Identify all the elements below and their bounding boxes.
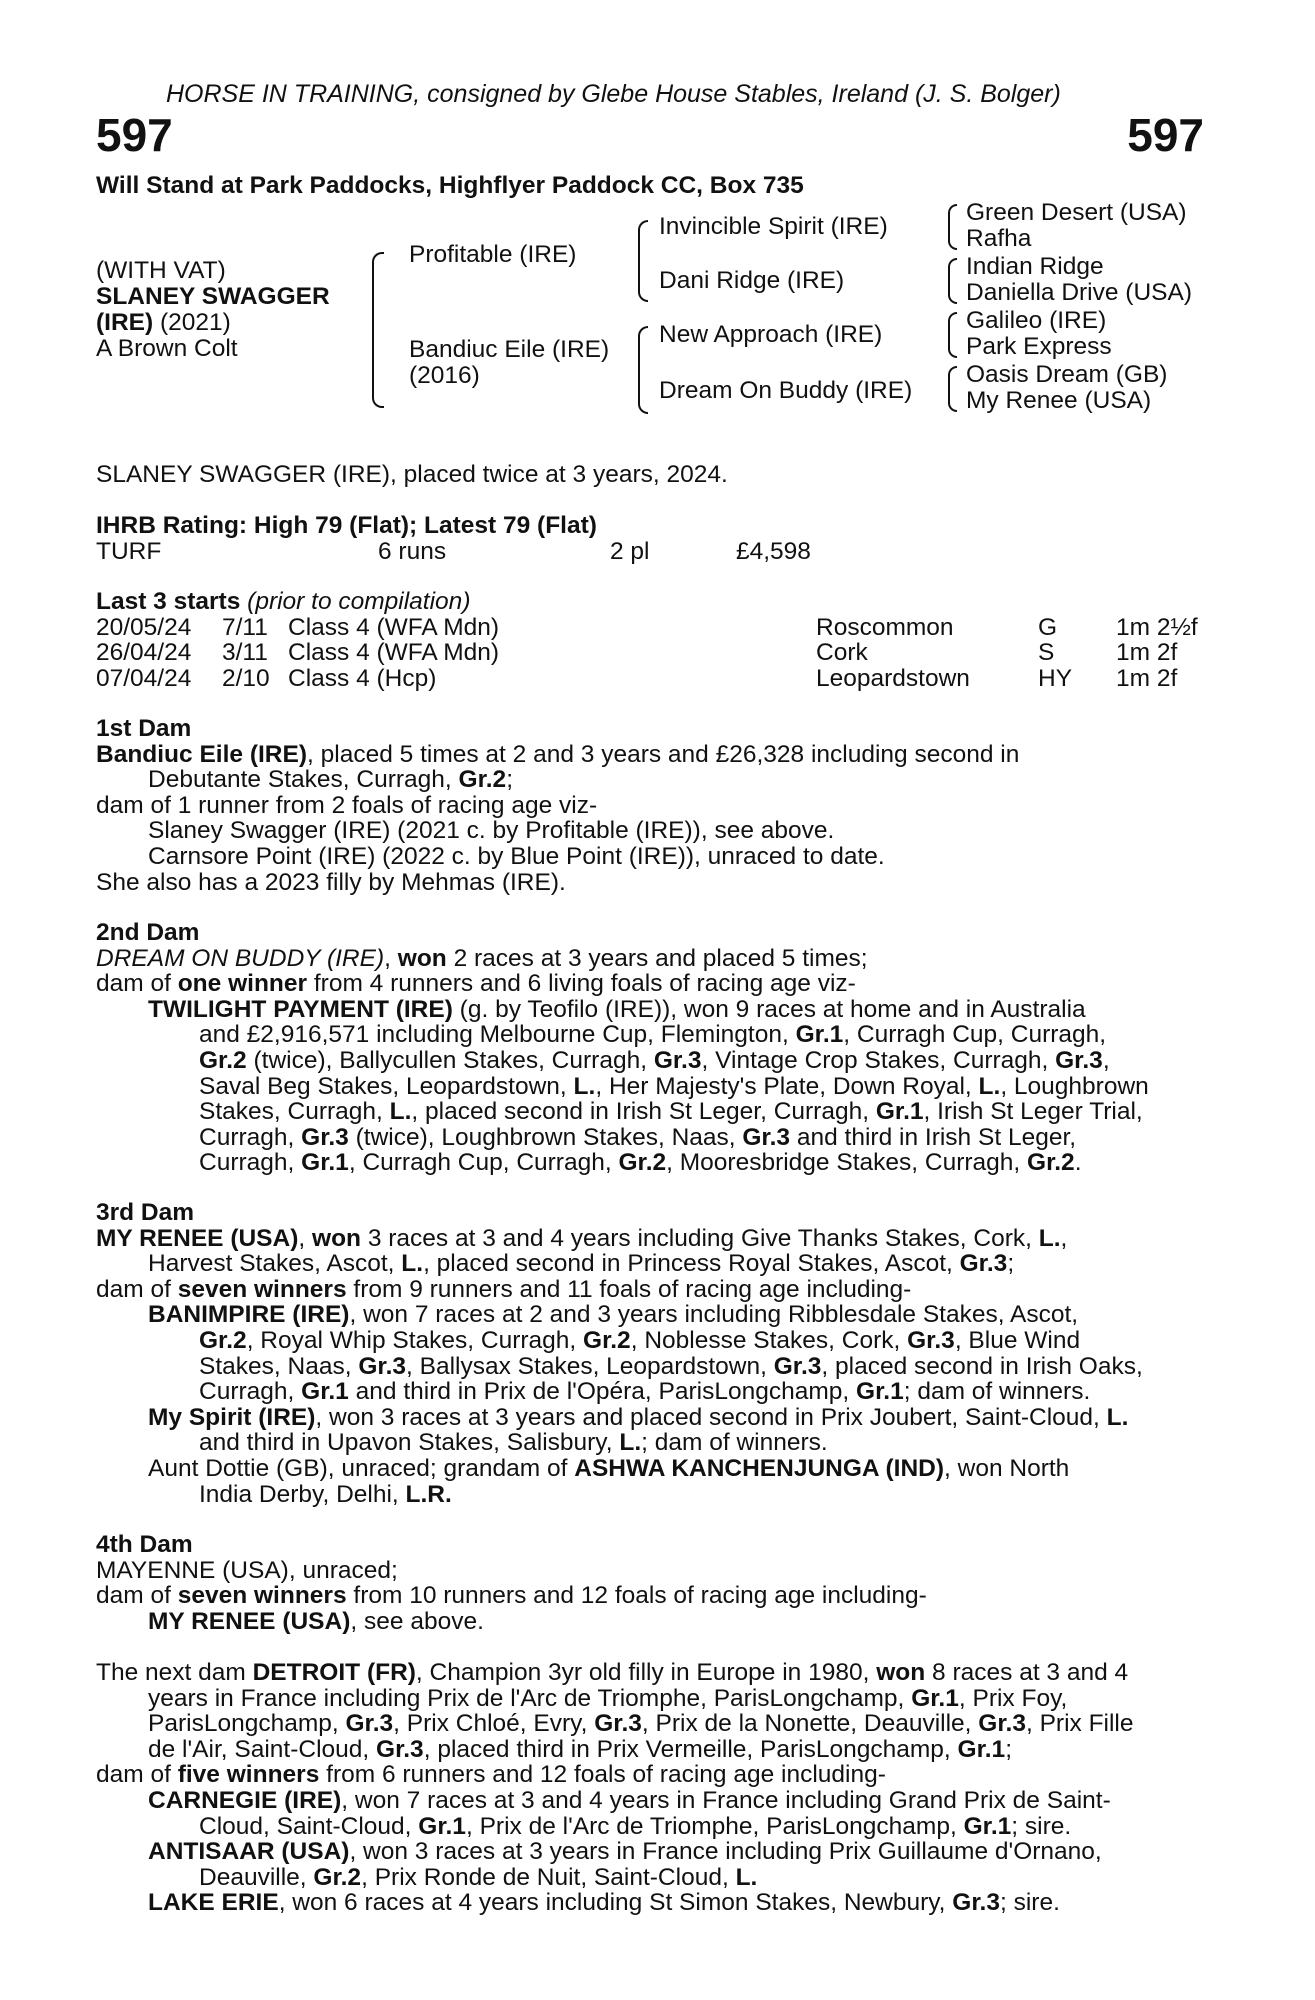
next-dam-line: [96, 1660, 1204, 1686]
start-course: Cork: [816, 639, 868, 667]
start-course: Roscommon: [816, 613, 954, 641]
start-position: 2/10: [222, 664, 270, 692]
fourth-dam-line: [96, 1583, 1204, 1609]
grade-label: Gr.2: [583, 1326, 631, 1354]
progeny-name: My Spirit (IRE): [148, 1403, 316, 1431]
next-dam-text: , Prix de la Nonette, Deauville,: [641, 1710, 979, 1738]
pedigree-brace: [948, 366, 957, 412]
next-dam-line: [96, 1686, 1204, 1712]
start-going: G: [1038, 613, 1058, 641]
grade-label: Gr.3: [653, 1046, 702, 1074]
progeny-text: , placed second in Irish Oaks,: [821, 1352, 1143, 1380]
standing-location: Will Stand at Park Paddocks, Highflyer Paddock CC, Box 735: [96, 172, 804, 199]
first-dam-line: [96, 767, 1204, 793]
start-going: S: [1038, 639, 1055, 667]
second-dam-line: [96, 971, 1204, 997]
progeny-text: Aunt Dottie (GB), unraced; grandam of: [148, 1454, 575, 1482]
grade-label: Gr.3: [978, 1710, 1026, 1738]
progeny-line: [96, 1022, 1204, 1048]
progeny-line: [96, 1150, 1204, 1176]
progeny-text: (g. by Teofilo (IRE)), won 9 races at home and in Australia: [452, 995, 1086, 1023]
next-dam-line: [96, 1737, 1204, 1763]
grade-label: Gr.3: [345, 1710, 394, 1738]
grade-label: Gr.1: [963, 1812, 1012, 1840]
progeny-text: , Irish St Leger Trial,: [923, 1098, 1143, 1126]
progeny-name: TWILIGHT PAYMENT (IRE): [148, 995, 453, 1023]
rating-earnings: £4,598: [736, 537, 811, 565]
second-dam-line: DREAM ON BUDDY (IRE), won 2 races at 3 years and placed 5 times;: [96, 944, 868, 972]
last-starts-title: Last 3 starts: [96, 588, 241, 615]
start-race: Class 4 (Hcp): [288, 664, 437, 692]
progeny-name: LAKE ERIE: [148, 1889, 279, 1917]
pedigree-brace: [948, 258, 957, 304]
won-label: won: [312, 1224, 362, 1252]
third-dam-text: Harvest Stakes, Ascot,: [148, 1250, 402, 1278]
grade-label: L.: [389, 1098, 412, 1126]
rating-placed: 2 pl: [610, 537, 650, 565]
start-date: 20/05/24: [96, 613, 192, 641]
next-dam-text: 8 races at 3 and 4: [925, 1659, 1129, 1686]
first-dam-line: Slaney Swagger (IRE) (2021 c. by Profitable (IRE)), see above.: [148, 817, 835, 845]
second-dam-text: 2 races at 3 years and placed 5 times;: [446, 944, 868, 972]
last-starts-note: (prior to compilation): [247, 588, 471, 615]
next-dam-text: , Prix Chloé, Evry,: [393, 1710, 595, 1738]
grade-label: Gr.1: [418, 1812, 466, 1840]
next-dam-text: ;: [1005, 1735, 1013, 1763]
start-position: 7/11: [222, 613, 268, 641]
winner-count: five winners: [177, 1761, 320, 1789]
progeny-text: Stakes, Naas,: [199, 1352, 359, 1380]
second-dam-heading: 2nd Dam: [96, 919, 200, 946]
progeny-text: ; dam of winners.: [903, 1378, 1091, 1406]
progeny-text: and third in Upavon Stakes, Salisbury,: [199, 1429, 620, 1457]
progeny-text: (twice), Ballycullen Stakes, Curragh,: [246, 1046, 654, 1074]
third-dam-text: dam of: [96, 1275, 178, 1303]
next-dam-section: [96, 1660, 1204, 1916]
dam-dam: Dream On Buddy (IRE): [659, 377, 913, 404]
progeny-text: , Mooresbridge Stakes, Curragh,: [666, 1149, 1028, 1177]
next-dam-text: de l'Air, Saint-Cloud,: [148, 1735, 377, 1763]
grade-label: L.: [619, 1429, 642, 1457]
progeny-line: [96, 1814, 1204, 1840]
ancestor-4: Daniella Drive (USA): [966, 279, 1193, 306]
lot-number-left: 597: [96, 109, 173, 161]
grade-label: Gr.1: [856, 1378, 904, 1406]
progeny-line: [96, 1430, 1204, 1456]
start-race: Class 4 (WFA Mdn): [288, 639, 500, 667]
last-starts-heading: [96, 589, 1204, 615]
rating-heading: IHRB Rating: High 79 (Flat); Latest 79 (Flat): [96, 512, 597, 539]
first-dam-name: Bandiuc Eile (IRE): [96, 740, 308, 768]
progeny-line: [96, 1048, 1204, 1074]
pedigree-brace: [638, 326, 648, 414]
first-dam-text: Debutante Stakes, Curragh,: [148, 766, 459, 794]
ancestor-5: Galileo (IRE): [966, 307, 1107, 334]
start-going: HY: [1038, 664, 1073, 692]
progeny-text: and third in Prix de l'Opéra, ParisLongchamp,: [348, 1378, 857, 1406]
third-dam-section: [96, 1200, 1204, 1507]
progeny-line: [96, 1890, 1204, 1916]
start-row: [96, 615, 1204, 641]
progeny-text: , placed second in Irish St Leger, Curragh,: [411, 1098, 876, 1126]
grade-label: Gr.1: [911, 1684, 959, 1712]
progeny-text: Cloud, Saint-Cloud,: [199, 1812, 419, 1840]
progeny-text: Saval Beg Stakes, Leopardstown,: [199, 1072, 574, 1100]
next-dam-text: dam of: [96, 1761, 178, 1789]
progeny-text: ; sire.: [1011, 1812, 1072, 1840]
progeny-text: Stakes, Curragh,: [199, 1098, 390, 1126]
progeny-line: [96, 1456, 1204, 1482]
grade-label: L.: [573, 1072, 596, 1100]
fourth-dam-line: MAYENNE (USA), unraced;: [96, 1556, 398, 1584]
lot-number-right: 597: [1127, 109, 1204, 161]
progeny-text: , won 3 races at 3 years and placed second in Prix Joubert, Saint-Cloud,: [315, 1403, 1107, 1431]
progeny-text: , Her Majesty's Plate, Down Royal,: [595, 1072, 979, 1100]
fourth-dam-section: [96, 1532, 1204, 1634]
race-summary: SLANEY SWAGGER (IRE), placed twice at 3 years, 2024.: [96, 461, 728, 488]
progeny-text: Curragh,: [199, 1149, 302, 1177]
third-dam-text: from 9 runners and 11 foals of racing age including-: [346, 1275, 912, 1303]
first-dam-section: [96, 716, 1204, 895]
start-distance: 1m 2f: [1116, 664, 1178, 692]
pedigree-brace: [638, 220, 648, 302]
grade-label: Gr.2: [199, 1326, 247, 1354]
progeny-text: ; sire.: [999, 1889, 1060, 1917]
progeny-line: [96, 1482, 1204, 1508]
pedigree-table: [96, 200, 1204, 420]
horse-name: [96, 284, 330, 310]
progeny-line: [96, 1125, 1204, 1151]
fourth-dam-text: dam of: [96, 1582, 178, 1610]
grade-label: Gr.1: [875, 1098, 924, 1126]
progeny-text: , Curragh Cup, Curragh,: [843, 1021, 1107, 1049]
ancestor-6: Park Express: [966, 333, 1112, 360]
progeny-text: , won 7 races at 3 and 4 years in France including Grand Prix de Saint-: [341, 1786, 1111, 1814]
start-date: 26/04/24: [96, 639, 192, 667]
third-dam-text: ;: [1007, 1250, 1015, 1278]
dam-sire: New Approach (IRE): [659, 321, 883, 348]
grade-label: Gr.3: [959, 1250, 1008, 1278]
grade-label: Gr.1: [301, 1149, 349, 1177]
progeny-line: [96, 1302, 1204, 1328]
first-dam-line: She also has a 2023 filly by Mehmas (IRE).: [96, 868, 566, 896]
grade-label: Gr.3: [594, 1710, 642, 1738]
grade-label: L.R.: [405, 1480, 452, 1508]
grade-label: Gr.3: [952, 1889, 1000, 1917]
first-dam-line: [96, 742, 1204, 768]
catalogue-page: [96, 0, 1204, 2000]
first-dam-line: dam of 1 runner from 2 foals of racing age viz-: [96, 791, 598, 819]
second-dam-text: dam of: [96, 970, 178, 998]
progeny-name: MY RENEE (USA): [148, 1607, 351, 1635]
next-dam-line: [96, 1711, 1204, 1737]
third-dam-heading: 3rd Dam: [96, 1199, 195, 1226]
start-position: 3/11: [222, 639, 268, 667]
grade-label: Gr.3: [1055, 1046, 1103, 1074]
horse-description: A Brown Colt: [96, 335, 238, 362]
pedigree-brace: [948, 312, 957, 358]
grade-label: Gr.2: [199, 1046, 247, 1074]
progeny-text: ,: [1102, 1046, 1110, 1074]
progeny-line: [96, 997, 1204, 1023]
third-dam-text: , placed second in Princess Royal Stakes, Ascot,: [423, 1250, 960, 1278]
winner-count: seven winners: [177, 1582, 347, 1610]
progeny-name: ASHWA KANCHENJUNGA (IND): [574, 1454, 945, 1482]
progeny-text: , Royal Whip Stakes, Curragh,: [246, 1326, 584, 1354]
grade-label: Gr.3: [907, 1326, 955, 1354]
grade-label: L.: [401, 1250, 424, 1278]
won-label: won: [397, 944, 447, 972]
next-dam-name: DETROIT (FR): [252, 1659, 416, 1686]
start-race: Class 4 (WFA Mdn): [288, 613, 500, 641]
grade-label: Gr.3: [358, 1352, 407, 1380]
progeny-name: CARNEGIE (IRE): [148, 1786, 342, 1814]
progeny-text: Curragh,: [199, 1378, 302, 1406]
grade-label: L.: [1038, 1224, 1061, 1252]
progeny-line: [96, 1354, 1204, 1380]
first-dam-text: ;: [506, 766, 514, 794]
grade-label: Gr.2: [1027, 1149, 1075, 1177]
consignment-line: HORSE IN TRAINING, consigned by Glebe House Stables, Ireland (J. S. Bolger): [166, 80, 1061, 108]
progeny-text: and third in Irish St Leger,: [790, 1123, 1077, 1151]
progeny-text: and £2,916,571 including Melbourne Cup, Flemington,: [199, 1021, 796, 1049]
horse-origin-year: [96, 310, 231, 336]
fourth-dam-heading: 4th Dam: [96, 1531, 193, 1558]
progeny-line: [96, 1865, 1204, 1891]
progeny-text: , won 3 races at 3 years in France including Prix Guillaume d'Ornano,: [349, 1838, 1102, 1866]
ancestor-1: Green Desert (USA): [966, 199, 1187, 226]
grade-label: Gr.1: [795, 1021, 844, 1049]
progeny-name: ANTISAAR (USA): [148, 1838, 350, 1866]
pedigree-brace: [372, 252, 384, 408]
third-dam-line: [96, 1277, 1204, 1303]
progeny-text: , Ballysax Stakes, Leopardstown,: [406, 1352, 774, 1380]
ancestor-7: Oasis Dream (GB): [966, 361, 1168, 388]
grade-label: Gr.3: [773, 1352, 822, 1380]
next-dam-text: , Prix Fille: [1025, 1710, 1134, 1738]
pedigree-brace: [948, 204, 957, 250]
progeny-line: [96, 1609, 1204, 1635]
next-dam-text: , Prix Foy,: [958, 1684, 1068, 1712]
grade-label: Gr.3: [742, 1123, 791, 1151]
grade-label: Gr.1: [957, 1735, 1006, 1763]
grade-label: L.: [978, 1072, 1001, 1100]
rating-surface: TURF: [96, 537, 162, 565]
progeny-text: Deauville,: [199, 1863, 314, 1891]
horse-year: (2021): [153, 309, 231, 336]
grade-label: Gr.3: [301, 1123, 349, 1151]
grade-label: Gr.1: [301, 1378, 349, 1406]
grade-label: Gr.2: [313, 1863, 362, 1891]
third-dam-line: [96, 1251, 1204, 1277]
sire-name: Profitable (IRE): [409, 241, 577, 268]
first-dam-text: , placed 5 times at 2 and 3 years and £26,328 including second in: [307, 740, 1020, 768]
next-dam-text: The next dam: [96, 1659, 253, 1686]
next-dam-text: , Champion 3yr old filly in Europe in 1980,: [415, 1659, 877, 1686]
dam-name: Bandiuc Eile (IRE): [409, 336, 610, 363]
grade-label: Gr.2: [458, 766, 507, 794]
progeny-line: [96, 1328, 1204, 1354]
progeny-text: (twice), Loughbrown Stakes, Naas,: [348, 1123, 743, 1151]
rating-row: [96, 539, 1204, 565]
grade-label: Gr.2: [618, 1149, 667, 1177]
progeny-text: , Noblesse Stakes, Cork,: [630, 1326, 908, 1354]
next-dam-line: [96, 1762, 1204, 1788]
progeny-text: ; dam of winners.: [641, 1429, 828, 1457]
progeny-text: , won North: [944, 1454, 1070, 1482]
next-dam-text: ParisLongchamp,: [148, 1710, 346, 1738]
horse-origin: (IRE): [96, 309, 154, 336]
start-course: Leopardstown: [816, 664, 970, 692]
next-dam-text: , placed third in Prix Vermeille, ParisLongchamp,: [423, 1735, 958, 1763]
progeny-line: [96, 1788, 1204, 1814]
progeny-text: , Curragh Cup, Curragh,: [348, 1149, 619, 1177]
sire-sire: Invincible Spirit (IRE): [659, 213, 888, 240]
start-date: 07/04/24: [96, 664, 192, 692]
horse-name-text: SLANEY SWAGGER: [96, 283, 330, 310]
start-row: [96, 666, 1204, 692]
progeny-line: [96, 1074, 1204, 1100]
progeny-line: [96, 1405, 1204, 1431]
ancestor-3: Indian Ridge: [966, 253, 1104, 280]
start-row: [96, 640, 1204, 666]
second-dam-section: [96, 920, 1204, 1176]
start-distance: 1m 2½f: [1116, 613, 1198, 641]
progeny-text: , won 7 races at 2 and 3 years including Ribblesdale Stakes, Ascot,: [349, 1301, 1079, 1329]
last-starts-section: [96, 589, 1204, 691]
progeny-text: , Prix de l'Arc de Triomphe, ParisLongchamp,: [465, 1812, 964, 1840]
grade-label: L.: [735, 1863, 758, 1891]
ancestor-8: My Renee (USA): [966, 387, 1152, 414]
winner-count: seven winners: [177, 1275, 347, 1303]
progeny-text: , see above.: [350, 1607, 484, 1635]
rating-runs: 6 runs: [378, 537, 447, 565]
progeny-line: [96, 1379, 1204, 1405]
progeny-text: , Blue Wind: [954, 1326, 1081, 1354]
won-label: won: [876, 1659, 926, 1686]
winner-count: one winner: [177, 970, 308, 998]
progeny-text: .: [1074, 1149, 1082, 1177]
third-dam-text: 3 races at 3 and 4 years including Give Thanks Stakes, Cork,: [361, 1224, 1039, 1252]
third-dam-name: MY RENEE (USA): [96, 1224, 299, 1252]
first-dam-line: Carnsore Point (IRE) (2022 c. by Blue Point (IRE)), unraced to date.: [148, 842, 885, 870]
fourth-dam-text: from 10 runners and 12 foals of racing age including-: [346, 1582, 927, 1610]
progeny-line: [96, 1839, 1204, 1865]
grade-label: Gr.3: [376, 1735, 424, 1763]
third-dam-text: ,: [1060, 1224, 1068, 1252]
progeny-text: , Prix Ronde de Nuit, Saint-Cloud,: [361, 1863, 736, 1891]
grade-label: L.: [1106, 1403, 1129, 1431]
next-dam-text: from 6 runners and 12 foals of racing age including-: [319, 1761, 886, 1789]
sire-dam: Dani Ridge (IRE): [659, 267, 845, 294]
start-distance: 1m 2f: [1116, 639, 1178, 667]
progeny-text: Curragh,: [199, 1123, 302, 1151]
rating-section: [96, 513, 1204, 564]
ancestor-2: Rafha: [966, 225, 1032, 252]
progeny-text: , won 6 races at 4 years including St Simon Stakes, Newbury,: [278, 1889, 953, 1917]
second-dam-text: from 4 runners and 6 living foals of racing age viz-: [307, 970, 856, 998]
second-dam-name: DREAM ON BUDDY (IRE): [96, 944, 385, 972]
vat-label: (WITH VAT): [96, 257, 226, 284]
progeny-text: , Vintage Crop Stakes, Curragh,: [701, 1046, 1056, 1074]
progeny-text: India Derby, Delhi,: [199, 1480, 406, 1508]
progeny-text: , Loughbrown: [1000, 1072, 1149, 1100]
dam-year: (2016): [409, 362, 480, 389]
next-dam-text: years in France including Prix de l'Arc de Triomphe, ParisLongchamp,: [148, 1684, 912, 1712]
first-dam-heading: 1st Dam: [96, 715, 192, 742]
progeny-line: [96, 1099, 1204, 1125]
progeny-name: BANIMPIRE (IRE): [148, 1301, 350, 1329]
third-dam-line: MY RENEE (USA), won 3 races at 3 and 4 years including Give Thanks Stakes, Cork, L.,: [96, 1224, 1068, 1252]
